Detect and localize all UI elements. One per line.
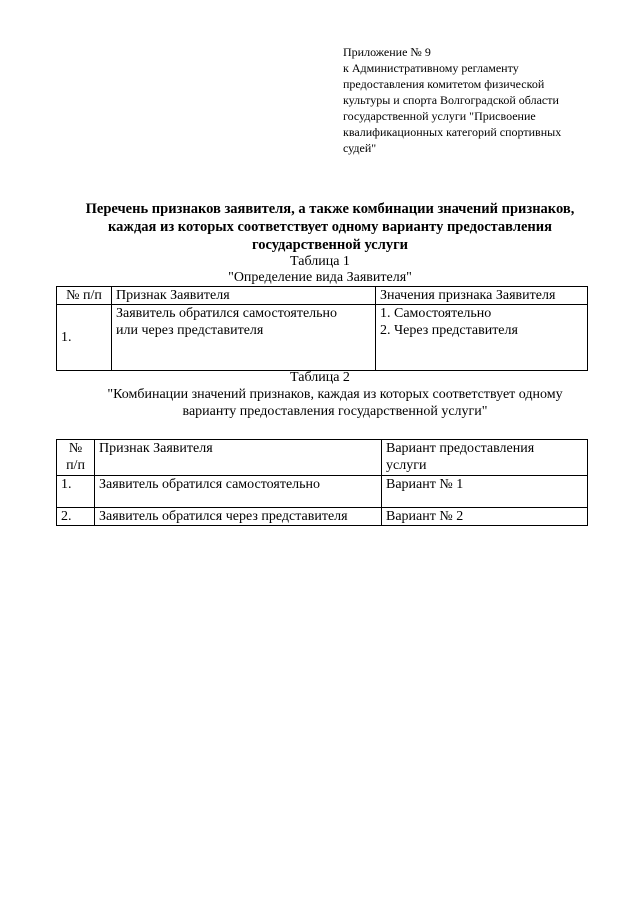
appendix-line: Приложение № 9	[343, 45, 431, 59]
row-values	[376, 305, 588, 371]
applicant-type-table	[56, 286, 588, 371]
value-line: 2. Через представителя	[380, 323, 518, 338]
header-num	[57, 440, 95, 476]
row-feature: Заявитель обратился через представителя	[95, 508, 382, 526]
appendix-line: культуры и спорта Волгоградской области	[343, 93, 559, 107]
row-variant: Вариант № 1	[382, 476, 588, 508]
table1-label: Таблица 1	[290, 254, 350, 269]
table-header-row	[57, 440, 588, 476]
header-variant-line: услуги	[386, 458, 427, 473]
caption-line: варианту предоставления государственной услуги"	[182, 404, 488, 419]
appendix-line: к Административному регламенту	[343, 61, 519, 75]
value-line: 1. Самостоятельно	[380, 306, 492, 321]
appendix-line: государственной услуги "Присвоение	[343, 109, 536, 123]
table-header-row	[57, 287, 588, 305]
row-variant: Вариант № 2	[382, 508, 588, 526]
document-title	[60, 200, 600, 254]
header-values: Значения признака Заявителя	[376, 287, 588, 305]
table2-label: Таблица 2	[290, 370, 350, 385]
row-num: 2.	[57, 508, 95, 526]
header-num-line: №	[68, 441, 83, 456]
variant-combinations-table	[56, 439, 588, 526]
row-feature	[112, 305, 376, 371]
row-num: 1.	[57, 476, 95, 508]
row-num: 1.	[57, 305, 112, 371]
table-row	[57, 476, 588, 508]
header-num: № п/п	[57, 287, 112, 305]
table1-caption: "Определение вида Заявителя"	[228, 270, 412, 285]
header-num-line: п/п	[66, 458, 85, 473]
feature-line: или через представителя	[116, 323, 264, 338]
title-line: Перечень признаков заявителя, а также комбинации значений признаков,	[85, 201, 575, 217]
title-line: государственной услуги	[251, 237, 409, 253]
appendix-line: квалификационных категорий спортивных	[343, 125, 562, 139]
table-row	[57, 305, 588, 371]
appendix-line: предоставления комитетом физической	[343, 77, 545, 91]
appendix-line: судей"	[343, 141, 377, 155]
appendix-note	[343, 44, 603, 156]
title-line: каждая из которых соответствует одному варианту предоставления	[108, 219, 552, 235]
header-feature: Признак Заявителя	[95, 440, 382, 476]
header-variant	[382, 440, 588, 476]
row-feature: Заявитель обратился самостоятельно	[95, 476, 382, 508]
feature-line: Заявитель обратился самостоятельно	[116, 306, 338, 321]
table2-caption	[0, 386, 640, 420]
header-variant-line: Вариант предоставления	[386, 441, 535, 456]
table-row	[57, 508, 588, 526]
header-feature: Признак Заявителя	[112, 287, 376, 305]
caption-line: "Комбинации значений признаков, каждая из которых соответствует одному	[107, 387, 563, 402]
